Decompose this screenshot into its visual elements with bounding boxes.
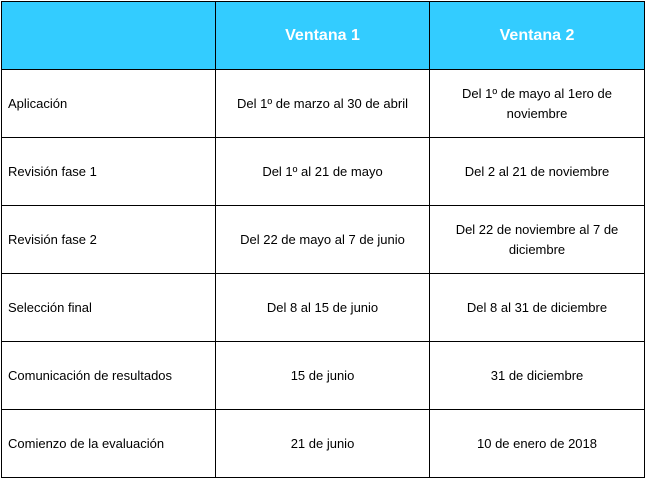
header-ventana-2: Ventana 2 — [430, 2, 645, 70]
table-row — [2, 138, 645, 206]
header-ventana-1: Ventana 1 — [216, 2, 430, 70]
row-label: Revisión fase 1 — [2, 138, 216, 206]
ventana-1-cell: Del 8 al 15 de junio — [216, 274, 430, 342]
table-row — [2, 274, 645, 342]
header-row — [2, 2, 645, 70]
row-label: Aplicación — [2, 70, 216, 138]
schedule-table — [1, 1, 645, 478]
ventana-2-cell: Del 2 al 21 de noviembre — [430, 138, 645, 206]
table-row — [2, 410, 645, 478]
table-row — [2, 206, 645, 274]
ventana-2-cell: Del 1º de mayo al 1ero de noviembre — [430, 70, 645, 138]
table-row — [2, 70, 645, 138]
row-label: Comunicación de resultados — [2, 342, 216, 410]
ventana-1-cell: 21 de junio — [216, 410, 430, 478]
header-cell-empty — [2, 2, 216, 70]
row-label: Comienzo de la evaluación — [2, 410, 216, 478]
ventana-2-cell: Del 22 de noviembre al 7 de diciembre — [430, 206, 645, 274]
ventana-2-cell: Del 8 al 31 de diciembre — [430, 274, 645, 342]
ventana-2-cell: 31 de diciembre — [430, 342, 645, 410]
table-row — [2, 342, 645, 410]
row-label: Selección final — [2, 274, 216, 342]
ventana-1-cell: Del 1º de marzo al 30 de abril — [216, 70, 430, 138]
ventana-1-cell: Del 1º al 21 de mayo — [216, 138, 430, 206]
ventana-1-cell: 15 de junio — [216, 342, 430, 410]
ventana-1-cell: Del 22 de mayo al 7 de junio — [216, 206, 430, 274]
row-label: Revisión fase 2 — [2, 206, 216, 274]
ventana-2-cell: 10 de enero de 2018 — [430, 410, 645, 478]
